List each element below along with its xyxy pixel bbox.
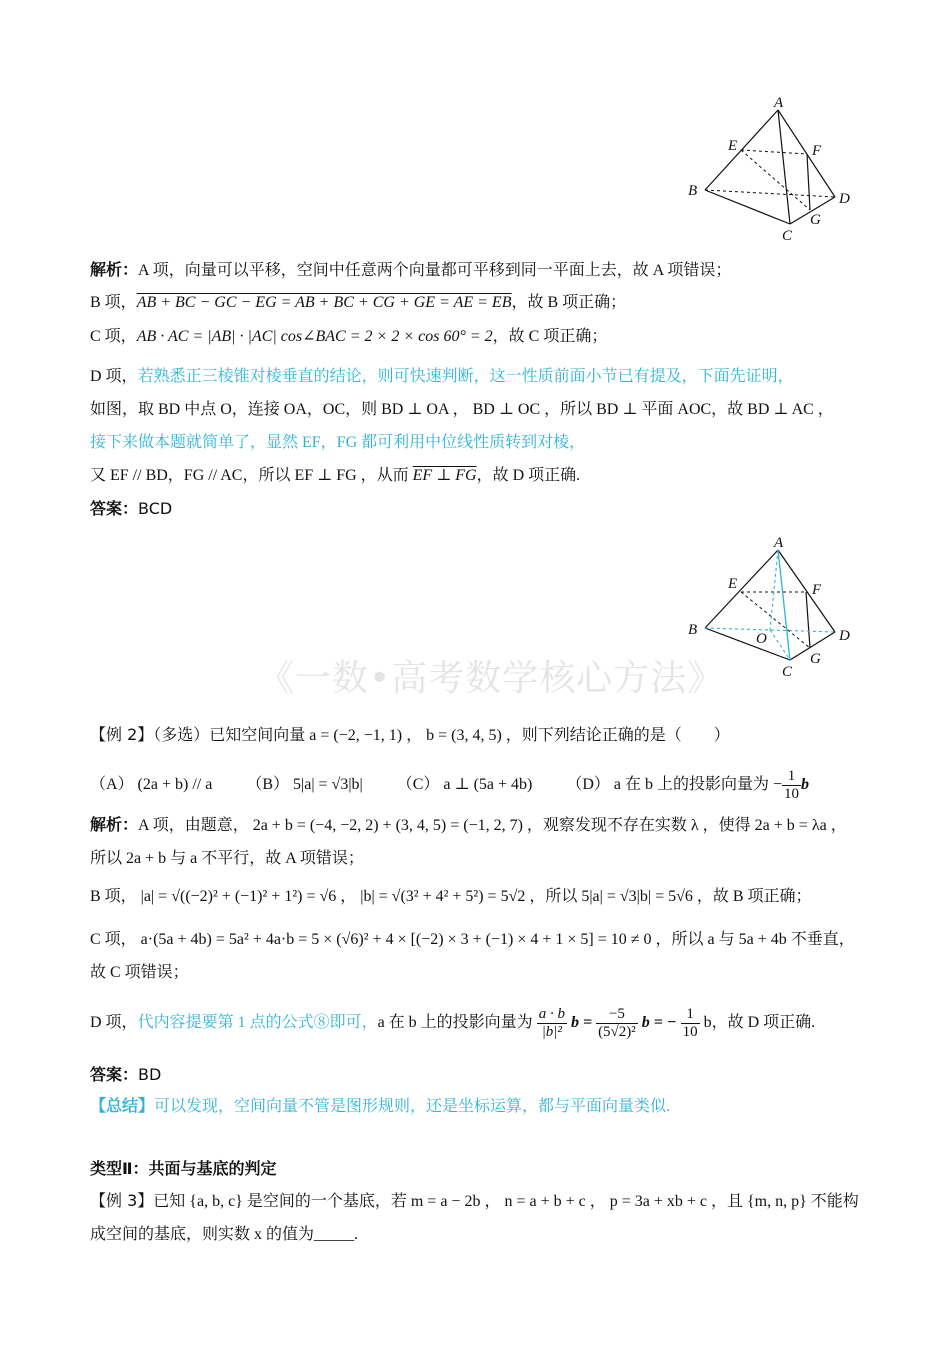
sol2-a1: A 项，由题意， 2a + b = (−4, −2, 2) + (3, 4, 5) = (−1, 2, 7) ，观察发现不存在实数 λ ，使得 2a + b = λa ， [138,817,847,834]
sol2-d-frac3: $\frac{1}{10}$ [682,1006,698,1040]
sol1-d4-b: ，故 D 项正确. [476,467,581,484]
sol2-d-frac2: $\frac{-5}{\text{(5√2)²}}$ [598,1006,636,1040]
point-label-f2: F [812,582,822,598]
sol1-line-c [90,326,607,348]
sol2-d-mid: a 在 b 上的投影向量为 [377,1014,533,1032]
sol2-line-d [90,1006,815,1041]
ex3-tag: 【例 3】 [90,1191,154,1210]
summary-tag: 【总结】 [90,1098,155,1115]
ex2-stem: （多选）已知空间向量 a = (−2, −1, 1) ， b = (3, 4, 5) ，则下列结论正确的是（ ） [153,727,730,744]
sol2-line-b1: B 项， |a| = √((−2)² + (−1)² + 1²) = √6 ， |b| = √(3² + 4² + 5²) = 5√2 ，所以 5|a| = √3|b| = 5√6 ，故 B 项正确； [90,888,812,905]
summary-text: 可以发现，空间向量不管是图形规则，还是坐标运算，都与平面向量类似. [154,1098,671,1115]
sol1-line-d2: 如图，取 BD 中点 O，连接 OA，OC，则 BD ⊥ OA ， BD ⊥ OC ，所以 BD ⊥ 平面 AOC，故 BD ⊥ AC ， [90,401,834,418]
point-label-g2: G [810,651,821,667]
vertex-label-a: A [774,95,784,111]
sol2-d-prefix: D 项， [90,1014,138,1032]
vertex-label-a2: A [774,535,784,551]
sol1-answer [90,498,172,521]
sol2-answer [90,1064,161,1087]
sol2-summary [90,1096,670,1118]
vertex-label-d2: D [839,628,850,644]
sol2-d-eq1: b = [570,1014,593,1032]
sol1-c-suffix: ，故 C 项正确； [492,328,608,345]
sol2-line-a1 [90,814,847,837]
ex2-stem-line [90,724,730,747]
tetrahedron-figure-1 [680,92,860,242]
answer-value-2: BD [138,1065,162,1084]
vertex-label-b2: B [688,622,698,638]
sol1-b-prefix: B 项， [90,294,137,311]
sol1-c-prefix: C 项， [90,328,137,345]
answer-value: BCD [138,499,173,518]
sol2-d-eq2: b = − [641,1014,677,1032]
point-label-e2: E [728,576,738,592]
ex3-line1 [90,1190,859,1213]
sol1-a-text: A 项，向量可以平移，空间中任意两个向量都可平移到同一平面上去，故 A 项错误； [138,262,732,279]
point-label-g: G [810,212,821,228]
point-label-f: F [812,143,822,159]
sol1-line-d1 [90,366,794,388]
sol1-d-prefix: D 项， [90,368,138,385]
sol1-line-a [90,259,731,282]
sol1-b-suffix: ，故 B 项正确； [511,294,627,311]
analysis-label-2: 解析： [90,815,139,834]
vertex-label-b: B [688,183,698,199]
ex2-options [90,768,809,803]
ex2-option-d-fraction: $\frac{1}{10}$ [784,768,800,802]
sol2-d-end: b，故 D 项正确. [703,1014,816,1032]
ex2-option-a: （A） (2a + b) // a [90,776,213,794]
sol1-b-expr: AB + BC − GC − EG = AB + BC + CG + GE = AE = EB [136,294,512,311]
sol1-line-d4 [90,465,580,487]
vertex-label-c: C [782,228,793,242]
sol1-c-expr: AB · AC = |AB| · |AC| cos∠BAC = 2 × 2 × cos 60° = 2 [136,328,493,345]
ex3-text-1: 已知 {a, b, c} 是空间的一个基底，若 m = a − 2b ， n = a + b + c ， p = 3a + xb + c ，且 {m, n, p} 不能构 [153,1193,859,1210]
sol1-d-hint: 若熟悉正三棱锥对棱垂直的结论，则可快速判断，这一性质前面小节已有提及，下面先证明， [137,368,794,385]
type2-heading: 类型Ⅱ：共面与基底的判定 [90,1159,277,1178]
vertex-label-c2: C [782,664,793,680]
sol1-line-d3: 接下来做本题就简单了，显然 EF，FG 都可利用中位线性质转到对棱， [90,434,586,451]
ex3-line2: 成空间的基底，则实数 x 的值为_____. [90,1226,359,1243]
ex2-option-d-prefix: （D） a 在 b 上的投影向量为 − [566,776,783,794]
answer-label: 答案： [90,499,139,518]
analysis-label: 解析： [90,260,139,279]
ex2-tag: 【例 2】 [90,725,154,744]
ex2-option-b: （B） 5|a| = √3|b| [246,776,363,794]
sol2-line-a2: 所以 2a + b 与 a 不平行，故 A 项错误； [90,850,364,867]
sol1-line-b [90,292,626,314]
point-label-o2: O [756,631,767,647]
sol1-d4-vec: EF ⊥ FG [412,467,477,484]
vertex-label-d: D [839,191,850,207]
answer-label-2: 答案： [90,1065,139,1084]
sol2-line-c1: C 项， a·(5a + 4b) = 5a² + 4a·b = 5 × (√6)² + 4 × [(−2) × 3 + (−1) × 4 + 1 × 5] = 10 ≠ 0 ，所以 a 与 5a + 4b 不垂直， [90,931,855,948]
sol1-d4-a: 又 EF // BD，FG // AC，所以 EF ⊥ FG ，从而 [90,467,413,484]
ex2-option-d-post: b [801,776,810,794]
watermark: 《一数•高考数学核心方法》 [258,658,725,699]
sol2-line-c2: 故 C 项错误； [90,964,189,981]
sol2-d-frac1: $\frac{a \cdot b}{\text{|b|²}}$ [538,1006,565,1040]
sol2-d-hint: 代内容提要第 1 点的公式⑧即可， [137,1014,378,1032]
point-label-e: E [728,138,738,154]
ex2-option-c: （C） a ⊥ (5a + 4b) [396,776,533,794]
